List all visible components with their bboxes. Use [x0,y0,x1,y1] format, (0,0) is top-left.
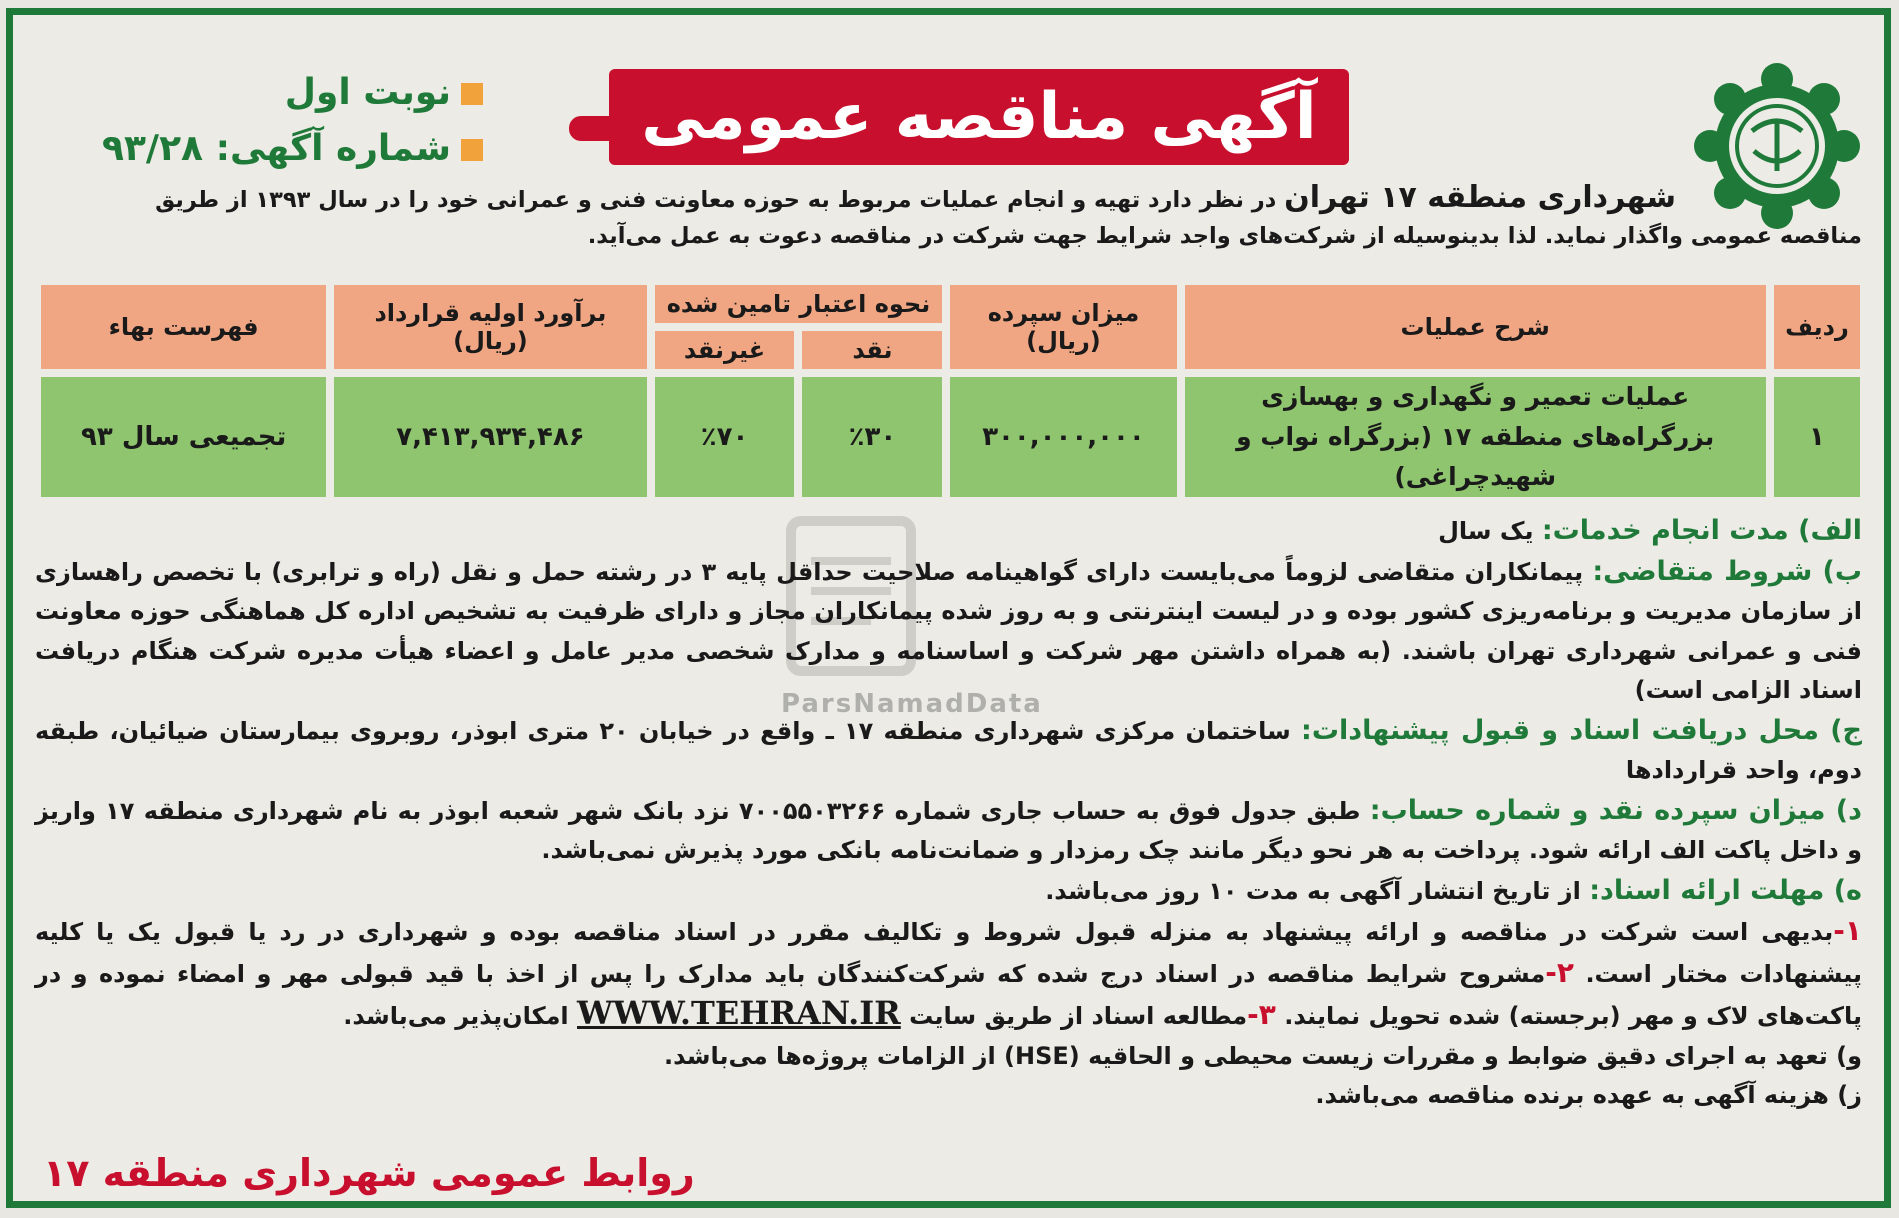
section-g-text: ز) هزینه آگهی به عهده برنده مناقصه می‌باشد. [1315,1081,1862,1109]
notice-frame [6,8,1891,1208]
note-3-text-a: مطالعه اسناد از طریق سایت [909,1002,1248,1030]
notice-meta [43,65,483,177]
intro-text-2: مناقصه عمومی واگذار نماید. لذا بدینوسیله از شرکت‌های واجد شرایط جهت شرکت در مناقصه دعوت به عمل می‌آید. [587,223,1862,249]
section-c-text: ساختمان مرکزی شهرداری منطقه ۱۷ ـ واقع در خیابان ۲۰ متری ابوذر، روبروی بیمارستان ضیائیان، طبقه دوم، واحد قراردادها [35,716,1862,784]
notice-title: آگهی مناقصه عمومی [641,80,1317,154]
section-e-label: ه) مهلت ارائه اسناد: [1589,874,1862,906]
round-line [43,65,483,121]
note-2-text: مشروح شرایط مناقصه در اسناد درج شده که شرکت‌کنندگان باید مدارک را پس از اخذ با قید قبولی مهر و امضاء نموده و در پاکت‌های لاک و مهر (برجسته) شده تحویل نمایند. [35,959,1862,1030]
website-link[interactable]: WWW.TEHRAN.IR [577,994,901,1032]
header-description: شرح عملیات [1185,285,1766,369]
cell-cash: ٪۳۰ [802,377,942,497]
tender-table [33,277,1868,505]
header-cash: نقد [802,331,942,369]
note-3-number: ۳- [1247,998,1276,1031]
watermark-text: ParsNamadData [781,689,1043,719]
section-d-label: د) میزان سپرده نقد و شماره حساب: [1369,794,1862,826]
intro-text-1: در نظر دارد تهیه و انجام عملیات مربوط به حوزه معاونت فنی و عمرانی خود را در سال ۱۳۹۳ از طریق [155,187,1277,213]
public-relations-signature: روابط عمومی شهرداری منطقه ۱۷ [43,1151,695,1195]
organization-name: شهرداری منطقه ۱۷ تهران [1284,180,1676,215]
section-c-label: ج) محل دریافت اسناد و قبول پیشنهادات: [1301,714,1863,746]
cell-row-number: ۱ [1774,377,1860,497]
notice-body [35,511,1862,1116]
note-1-number: ۱- [1833,914,1862,947]
section-e-text: از تاریخ انتشار آگهی به مدت ۱۰ روز می‌باشد. [1045,876,1581,905]
section-b-text: پیمانکاران متقاضی لزوماً می‌بایست دارای گواهینامه صلاحیت حداقل پایه ۳ در رشته حمل و نقل (راه و ترابری) با تخصص راهسازی از سازمان مدیریت و برنامه‌ریزی کشور بوده و در لیست اینترنتی و به روز شده پیمانکاران مجاز و دارای ظرفیت به تشخیص اداره کل هماهنگی حوزه معاونت فنی و عمرانی شهرداری تهران باشند. (به همراه داشتن مهر شرکت و اساسنامه و مدارک شخصی مدیر عامل و اعضاء هیأت مدیره شرکت هنگام دریافت اسناد الزامی است) [35,557,1862,704]
header-price-list: فهرست بهاء [41,285,326,369]
section-d [35,791,1862,871]
section-a-text: یک سال [1438,517,1534,545]
bullet-square-icon [461,139,483,161]
section-e [35,871,1862,912]
note-2-number: ۲- [1545,955,1574,989]
section-f-text: و) تعهد به اجرای دقیق ضوابط و مقررات زیست محیطی و الحاقیه (HSE) از الزامات پروژه‌ها می‌باشد. [663,1041,1862,1070]
cell-price-list: تجمیعی سال ۹۳ [41,377,326,497]
banner-tail [569,116,614,141]
numbered-notes [35,911,1862,1037]
header-estimate: برآورد اولیه قرارداد (ریال) [334,285,646,369]
section-a [35,511,1862,552]
ad-number-line [43,121,483,177]
intro-paragraph-line2 [35,217,1862,255]
cell-deposit: ۳۰۰,۰۰۰,۰۰۰ [950,377,1176,497]
bullet-square-icon [461,83,483,105]
cell-estimate: ۷,۴۱۳,۹۳۴,۴۸۶ [334,377,646,497]
section-b [35,552,1862,711]
section-d-text: طبق جدول فوق به حساب جاری شماره ۷۰۰۵۵۰۳۲۶۶ نزد بانک شهر شعبه ابوذر به نام شهرداری منطقه ۱۷ واریز و داخل پاکت الف ارائه شود. پرداخت به هر نحو دیگر مانند چک رمزدار و ضمانت‌نامه بانکی مورد پذیرش نمی‌باشد. [35,796,1862,864]
note-1-text: بدیهی است شرکت در مناقصه و ارائه پیشنهاد به منزله قبول شروط و تکالیف مقرر در اسناد مناقصه بوده و شهرداری در رد یا قبول یک یا کلیه پیشنهادات مختار است. [35,918,1863,988]
section-g [35,1076,1862,1116]
round-label: نوبت اول [284,72,451,113]
table-row [41,377,1860,497]
section-f [35,1037,1862,1077]
notice-content [21,21,1876,1195]
section-b-label: ب) شروط متقاضی: [1592,555,1862,587]
header-deposit: میزان سپرده (ریال) [950,285,1176,369]
intro-paragraph-line1 [35,179,1676,219]
notice-title-banner [609,69,1349,165]
header-funding: نحوه اعتبار تامین شده [655,285,943,323]
section-c [35,711,1862,791]
cell-noncash: ٪۷۰ [655,377,795,497]
section-a-label: الف) مدت انجام خدمات: [1541,515,1862,546]
tehran-municipality-logo-icon [1692,61,1862,231]
ad-number: شماره آگهی: ۹۳/۲۸ [101,128,451,169]
header-noncash: غیرنقد [655,331,795,369]
cell-description: عملیات تعمیر و نگهداری و بهسازی بزرگراه‌های منطقه ۱۷ (بزرگراه نواب و شهیدچراغی) [1185,377,1766,497]
table-header-row [41,285,1860,323]
note-3-text-b: امکان‌پذیر می‌باشد. [343,1002,569,1030]
header-row-number: ردیف [1774,285,1860,369]
